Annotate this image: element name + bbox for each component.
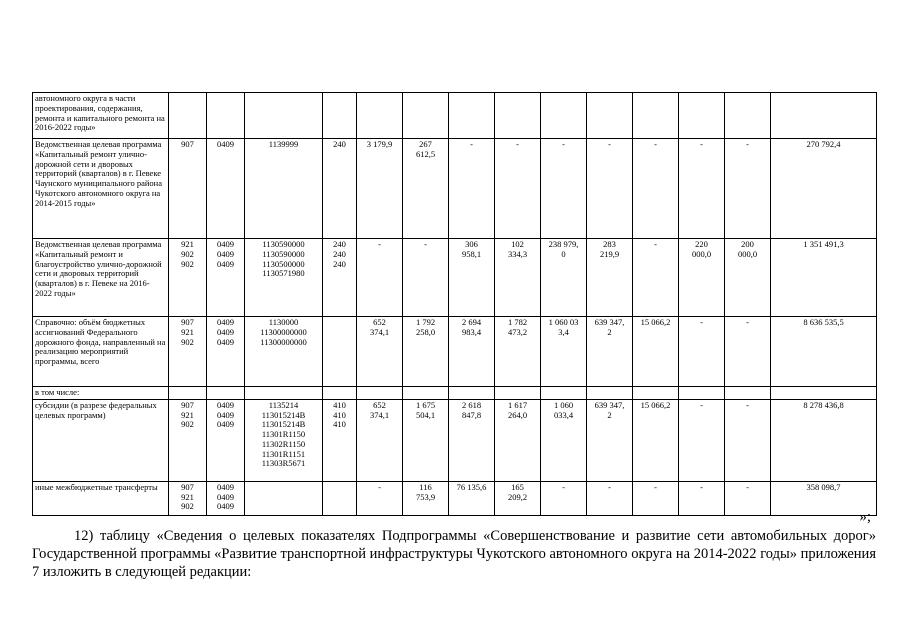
expense-type-code-cell	[323, 317, 357, 387]
value-2015-cell: 116 753,9	[403, 481, 449, 515]
value-2015-cell: -	[403, 239, 449, 317]
value-total-cell: 270 792,4	[771, 139, 877, 239]
grbs-code-cell: 907 921 902	[169, 317, 207, 387]
value-2016-cell	[449, 387, 495, 400]
value-total-cell	[771, 93, 877, 139]
value-2017-cell	[495, 387, 541, 400]
value-2019-cell: 639 347, 2	[587, 317, 633, 387]
value-2021-cell: -	[679, 399, 725, 481]
value-2018-cell: -	[541, 481, 587, 515]
expense-type-code-cell	[323, 387, 357, 400]
table-row	[33, 139, 877, 239]
value-2014-cell: 652 374,1	[357, 317, 403, 387]
name-cell: субсидии (в разрезе федеральных целевых программ)	[33, 399, 169, 481]
value-2015-cell	[403, 93, 449, 139]
value-2018-cell	[541, 93, 587, 139]
value-2016-cell: -	[449, 139, 495, 239]
table-row	[33, 481, 877, 515]
section-code-cell: 0409 0409 0409	[207, 481, 245, 515]
value-2019-cell: -	[587, 139, 633, 239]
value-2018-cell: -	[541, 139, 587, 239]
value-2014-cell: -	[357, 481, 403, 515]
value-2022-cell: -	[725, 317, 771, 387]
value-2021-cell: -	[679, 139, 725, 239]
table-row	[33, 399, 877, 481]
value-2021-cell	[679, 93, 725, 139]
target-article-code-cell	[245, 93, 323, 139]
value-2019-cell: -	[587, 481, 633, 515]
value-2017-cell: 1 617 264,0	[495, 399, 541, 481]
name-cell: иные межбюджетные трансферты	[33, 481, 169, 515]
target-article-code-cell: 1130590000 1130590000 1130500000 1130571980	[245, 239, 323, 317]
value-2019-cell	[587, 93, 633, 139]
grbs-code-cell: 907 921 902	[169, 481, 207, 515]
grbs-code-cell: 921 902 902	[169, 239, 207, 317]
target-article-code-cell	[245, 387, 323, 400]
value-2014-cell	[357, 93, 403, 139]
value-2017-cell: 165 209,2	[495, 481, 541, 515]
value-total-cell	[771, 387, 877, 400]
value-2022-cell	[725, 93, 771, 139]
value-2014-cell: 3 179,9	[357, 139, 403, 239]
value-2022-cell: -	[725, 481, 771, 515]
value-2016-cell: 2 618 847,8	[449, 399, 495, 481]
value-2017-cell: 102 334,3	[495, 239, 541, 317]
value-2019-cell: 639 347, 2	[587, 399, 633, 481]
value-2021-cell: -	[679, 481, 725, 515]
value-total-cell: 8 278 436,8	[771, 399, 877, 481]
value-2018-cell	[541, 387, 587, 400]
value-2014-cell: 652 374,1	[357, 399, 403, 481]
name-cell: Ведомственная целевая программа «Капитальный ремонт и благоустройство улично-дорожной сети и дворовых территорий (кварталов) в г. Певеке на 2016-2022 годы»	[33, 239, 169, 317]
name-cell: автономного округа в части проектирования, содержания, ремонта и капитального ремонта на 2016-2022 годы»	[33, 93, 169, 139]
expense-type-code-cell: 240	[323, 139, 357, 239]
value-2016-cell	[449, 93, 495, 139]
value-2020-cell: 15 066,2	[633, 399, 679, 481]
table-row	[33, 387, 877, 400]
value-total-cell: 358 098,7	[771, 481, 877, 515]
section-code-cell	[207, 387, 245, 400]
expense-type-code-cell	[323, 93, 357, 139]
grbs-code-cell	[169, 387, 207, 400]
value-2020-cell	[633, 387, 679, 400]
amendment-paragraph: 12) таблицу «Сведения о целевых показателях Подпрограммы «Совершенствование и развитие сети автомобильных дорог» Государственной программы «Развитие транспортной инфраструктуры Чукотского автономного округа на 2014-2022 годы» приложения 7 изложить в следующей редакции:	[32, 528, 876, 580]
name-cell: в том числе:	[33, 387, 169, 400]
value-2022-cell: -	[725, 399, 771, 481]
section-code-cell: 0409 0409 0409	[207, 317, 245, 387]
section-code-cell: 0409	[207, 139, 245, 239]
grbs-code-cell	[169, 93, 207, 139]
value-2014-cell	[357, 387, 403, 400]
grbs-code-cell: 907	[169, 139, 207, 239]
target-article-code-cell	[245, 481, 323, 515]
value-2016-cell: 2 694 983,4	[449, 317, 495, 387]
expense-type-code-cell: 240 240 240	[323, 239, 357, 317]
target-article-code-cell: 1135214 113015214В 113015214В 11301R1150 11302R1150 11301R1151 11303R5671	[245, 399, 323, 481]
value-2020-cell: 15 066,2	[633, 317, 679, 387]
value-2016-cell: 76 135,6	[449, 481, 495, 515]
expense-type-code-cell	[323, 481, 357, 515]
value-2020-cell	[633, 93, 679, 139]
value-2017-cell: 1 782 473,2	[495, 317, 541, 387]
value-2019-cell	[587, 387, 633, 400]
value-2018-cell: 1 060 03 3,4	[541, 317, 587, 387]
value-2020-cell: -	[633, 481, 679, 515]
value-2021-cell: 220 000,0	[679, 239, 725, 317]
table-row	[33, 317, 877, 387]
value-2022-cell	[725, 387, 771, 400]
target-article-code-cell: 1139999	[245, 139, 323, 239]
budget-table	[32, 92, 877, 516]
value-2020-cell: -	[633, 139, 679, 239]
value-2015-cell	[403, 387, 449, 400]
value-2014-cell: -	[357, 239, 403, 317]
table-row	[33, 93, 877, 139]
expense-type-code-cell: 410 410 410	[323, 399, 357, 481]
value-2019-cell: 283 219,9	[587, 239, 633, 317]
section-code-cell	[207, 93, 245, 139]
section-code-cell: 0409 0409 0409	[207, 399, 245, 481]
name-cell: Ведомственная целевая программа «Капитальный ремонт улично-дорожной сети и дворовых территорий (кварталов) в г. Певеке Чаунского муниципального района Чукотского автономного округа на 2014-2015 годы»	[33, 139, 169, 239]
value-2015-cell: 1 675 504,1	[403, 399, 449, 481]
value-2018-cell: 238 979, 0	[541, 239, 587, 317]
target-article-code-cell: 1130000 11300000000 11300000000	[245, 317, 323, 387]
value-2017-cell: -	[495, 139, 541, 239]
value-2017-cell	[495, 93, 541, 139]
value-2018-cell: 1 060 033,4	[541, 399, 587, 481]
value-2020-cell: -	[633, 239, 679, 317]
grbs-code-cell: 907 921 902	[169, 399, 207, 481]
value-2016-cell: 306 958,1	[449, 239, 495, 317]
closing-quote-mark: »;	[859, 509, 871, 525]
value-2015-cell: 1 792 258,0	[403, 317, 449, 387]
value-2021-cell	[679, 387, 725, 400]
value-total-cell: 1 351 491,3	[771, 239, 877, 317]
value-2022-cell: -	[725, 139, 771, 239]
section-code-cell: 0409 0409 0409	[207, 239, 245, 317]
value-2021-cell: -	[679, 317, 725, 387]
value-2022-cell: 200 000,0	[725, 239, 771, 317]
value-2015-cell: 267 612,5	[403, 139, 449, 239]
value-total-cell: 8 636 535,5	[771, 317, 877, 387]
table-row	[33, 239, 877, 317]
name-cell: Справочно: объём бюджетных ассигнований Федерального дорожного фонда, направленный на реализацию мероприятий программы, всего	[33, 317, 169, 387]
